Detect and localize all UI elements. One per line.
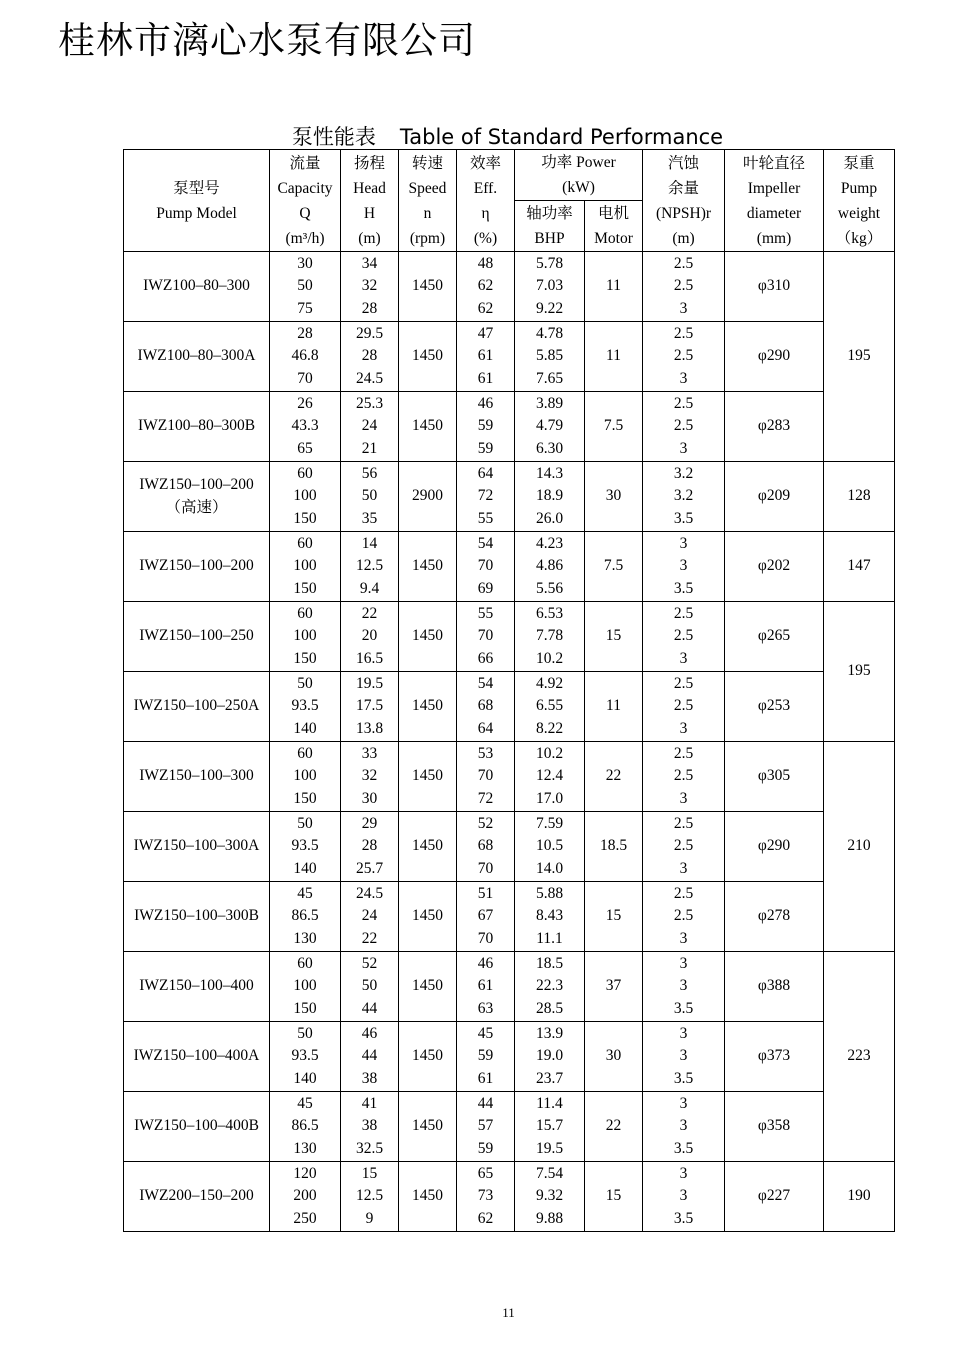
pump-weight-cell: 147 xyxy=(824,532,895,602)
impeller-diameter-cell: φ209 xyxy=(725,462,824,532)
efficiency-cell: 55 70 66 xyxy=(457,602,515,672)
npsh-cell: 2.5 2.5 3 xyxy=(643,392,725,462)
efficiency-cell: 48 62 62 xyxy=(457,252,515,322)
table-row xyxy=(124,1092,895,1162)
bhp-cell: 5.78 7.03 9.22 xyxy=(515,252,585,322)
speed-cell: 1450 xyxy=(399,532,457,602)
capacity-cell: 30 50 75 xyxy=(270,252,341,322)
pump-model-cell: IWZ150–100–200 xyxy=(124,532,270,602)
speed-cell: 1450 xyxy=(399,672,457,742)
impeller-diameter-cell: φ253 xyxy=(725,672,824,742)
bhp-cell: 4.23 4.86 5.56 xyxy=(515,532,585,602)
impeller-diameter-cell: φ265 xyxy=(725,602,824,672)
motor-cell: 11 xyxy=(585,672,643,742)
header-weight: 泵重 Pump weight （kg） xyxy=(824,150,895,252)
speed-cell: 1450 xyxy=(399,882,457,952)
impeller-diameter-cell: φ358 xyxy=(725,1092,824,1162)
bhp-cell: 7.54 9.32 9.88 xyxy=(515,1162,585,1232)
speed-cell: 1450 xyxy=(399,392,457,462)
head-cell: 56 50 35 xyxy=(341,462,399,532)
table-row xyxy=(124,742,895,812)
head-cell: 34 32 28 xyxy=(341,252,399,322)
head-cell: 25.3 24 21 xyxy=(341,392,399,462)
capacity-cell: 60 100 150 xyxy=(270,742,341,812)
capacity-cell: 45 86.5 130 xyxy=(270,1092,341,1162)
header-model: 泵型号 Pump Model xyxy=(124,150,270,252)
impeller-diameter-cell: φ283 xyxy=(725,392,824,462)
capacity-cell: 60 100 150 xyxy=(270,532,341,602)
page-number: 11 xyxy=(502,1305,515,1320)
motor-cell: 30 xyxy=(585,1022,643,1092)
bhp-cell: 6.53 7.78 10.2 xyxy=(515,602,585,672)
performance-table xyxy=(123,149,895,1232)
pump-model-cell: IWZ150–100–300B xyxy=(124,882,270,952)
header-speed: 转速 Speed n (rpm) xyxy=(399,150,457,252)
pump-weight-cell: 128 xyxy=(824,462,895,532)
npsh-cell: 3 3 3.5 xyxy=(643,952,725,1022)
impeller-diameter-cell: φ373 xyxy=(725,1022,824,1092)
npsh-cell: 3 3 3.5 xyxy=(643,532,725,602)
impeller-diameter-cell: φ305 xyxy=(725,742,824,812)
header-motor: 电机 Motor xyxy=(585,201,643,252)
motor-cell: 22 xyxy=(585,742,643,812)
head-cell: 14 12.5 9.4 xyxy=(341,532,399,602)
header-npsh: 汽蚀 余量 (NPSH)r (m) xyxy=(643,150,725,252)
speed-cell: 1450 xyxy=(399,742,457,812)
table-row xyxy=(124,1162,895,1232)
header-power: 功率 Power (kW) xyxy=(515,150,643,201)
npsh-cell: 2.5 2.5 3 xyxy=(643,742,725,812)
bhp-cell: 5.88 8.43 11.1 xyxy=(515,882,585,952)
efficiency-cell: 51 67 70 xyxy=(457,882,515,952)
speed-cell: 1450 xyxy=(399,252,457,322)
table-title-en: Table of Standard Performance xyxy=(399,125,724,149)
impeller-diameter-cell: φ227 xyxy=(725,1162,824,1232)
pump-model-cell: IWZ150–100–250 xyxy=(124,602,270,672)
motor-cell: 11 xyxy=(585,252,643,322)
capacity-cell: 60 100 150 xyxy=(270,462,341,532)
efficiency-cell: 54 68 64 xyxy=(457,672,515,742)
pump-model-cell: IWZ150–100–400A xyxy=(124,1022,270,1092)
efficiency-cell: 46 61 63 xyxy=(457,952,515,1022)
motor-cell: 15 xyxy=(585,602,643,672)
npsh-cell: 2.5 2.5 3 xyxy=(643,672,725,742)
motor-cell: 7.5 xyxy=(585,532,643,602)
pump-model-cell: IWZ100–80–300A xyxy=(124,322,270,392)
impeller-diameter-cell: φ310 xyxy=(725,252,824,322)
header-bhp: 轴功率 BHP xyxy=(515,201,585,252)
table-row xyxy=(124,812,895,882)
npsh-cell: 2.5 2.5 3 xyxy=(643,252,725,322)
impeller-diameter-cell: φ278 xyxy=(725,882,824,952)
pump-model-cell: IWZ200–150–200 xyxy=(124,1162,270,1232)
impeller-diameter-cell: φ290 xyxy=(725,322,824,392)
head-cell: 52 50 44 xyxy=(341,952,399,1022)
speed-cell: 1450 xyxy=(399,812,457,882)
motor-cell: 15 xyxy=(585,1162,643,1232)
efficiency-cell: 45 59 61 xyxy=(457,1022,515,1092)
table-title xyxy=(0,121,960,151)
pump-model-cell: IWZ100–80–300B xyxy=(124,392,270,462)
speed-cell: 1450 xyxy=(399,952,457,1022)
capacity-cell: 26 43.3 65 xyxy=(270,392,341,462)
speed-cell: 1450 xyxy=(399,322,457,392)
table-title-cn: 泵性能表 xyxy=(291,125,376,149)
head-cell: 24.5 24 22 xyxy=(341,882,399,952)
bhp-cell: 4.92 6.55 8.22 xyxy=(515,672,585,742)
pump-weight-cell: 195 xyxy=(824,252,895,462)
efficiency-cell: 52 68 70 xyxy=(457,812,515,882)
table-row xyxy=(124,462,895,532)
npsh-cell: 3 3 3.5 xyxy=(643,1162,725,1232)
table-row xyxy=(124,252,895,322)
speed-cell: 1450 xyxy=(399,1162,457,1232)
speed-cell: 1450 xyxy=(399,1092,457,1162)
motor-cell: 22 xyxy=(585,1092,643,1162)
capacity-cell: 60 100 150 xyxy=(270,602,341,672)
efficiency-cell: 54 70 69 xyxy=(457,532,515,602)
npsh-cell: 3 3 3.5 xyxy=(643,1022,725,1092)
pump-weight-cell: 190 xyxy=(824,1162,895,1232)
bhp-cell: 18.5 22.3 28.5 xyxy=(515,952,585,1022)
npsh-cell: 3 3 3.5 xyxy=(643,1092,725,1162)
pump-weight-cell: 195 xyxy=(824,602,895,742)
pump-model-cell: IWZ150–100–400 xyxy=(124,952,270,1022)
header-head: 扬程 Head H (m) xyxy=(341,150,399,252)
capacity-cell: 120 200 250 xyxy=(270,1162,341,1232)
impeller-diameter-cell: φ202 xyxy=(725,532,824,602)
pump-model-cell: IWZ150–100–300A xyxy=(124,812,270,882)
efficiency-cell: 47 61 61 xyxy=(457,322,515,392)
efficiency-cell: 64 72 55 xyxy=(457,462,515,532)
motor-cell: 30 xyxy=(585,462,643,532)
head-cell: 19.5 17.5 13.8 xyxy=(341,672,399,742)
header-capacity: 流量 Capacity Q (m³/h) xyxy=(270,150,341,252)
pump-model-cell: IWZ150–100–400B xyxy=(124,1092,270,1162)
bhp-cell: 3.89 4.79 6.30 xyxy=(515,392,585,462)
table-row xyxy=(124,1022,895,1092)
efficiency-cell: 53 70 72 xyxy=(457,742,515,812)
pump-weight-cell: 210 xyxy=(824,742,895,952)
head-cell: 29 28 25.7 xyxy=(341,812,399,882)
npsh-cell: 3.2 3.2 3.5 xyxy=(643,462,725,532)
npsh-cell: 2.5 2.5 3 xyxy=(643,322,725,392)
motor-cell: 7.5 xyxy=(585,392,643,462)
pump-weight-cell: 223 xyxy=(824,952,895,1162)
speed-cell: 1450 xyxy=(399,602,457,672)
motor-cell: 18.5 xyxy=(585,812,643,882)
head-cell: 29.5 28 24.5 xyxy=(341,322,399,392)
efficiency-cell: 65 73 62 xyxy=(457,1162,515,1232)
bhp-cell: 14.3 18.9 26.0 xyxy=(515,462,585,532)
header-impeller: 叶轮直径 Impeller diameter (mm) xyxy=(725,150,824,252)
head-cell: 41 38 32.5 xyxy=(341,1092,399,1162)
capacity-cell: 50 93.5 140 xyxy=(270,672,341,742)
pump-model-cell: IWZ150–100–300 xyxy=(124,742,270,812)
head-cell: 15 12.5 9 xyxy=(341,1162,399,1232)
header-efficiency: 效率 Eff. η (%) xyxy=(457,150,515,252)
npsh-cell: 2.5 2.5 3 xyxy=(643,602,725,672)
motor-cell: 37 xyxy=(585,952,643,1022)
npsh-cell: 2.5 2.5 3 xyxy=(643,882,725,952)
capacity-cell: 28 46.8 70 xyxy=(270,322,341,392)
bhp-cell: 4.78 5.85 7.65 xyxy=(515,322,585,392)
table-row xyxy=(124,882,895,952)
bhp-cell: 10.2 12.4 17.0 xyxy=(515,742,585,812)
bhp-cell: 13.9 19.0 23.7 xyxy=(515,1022,585,1092)
motor-cell: 11 xyxy=(585,322,643,392)
pump-model-cell: IWZ100–80–300 xyxy=(124,252,270,322)
table-row xyxy=(124,392,895,462)
pump-model-cell: IWZ150–100–250A xyxy=(124,672,270,742)
capacity-cell: 45 86.5 130 xyxy=(270,882,341,952)
pump-model-cell: IWZ150–100–200 （高速） xyxy=(124,462,270,532)
capacity-cell: 50 93.5 140 xyxy=(270,812,341,882)
table-row xyxy=(124,322,895,392)
bhp-cell: 11.4 15.7 19.5 xyxy=(515,1092,585,1162)
table-body xyxy=(124,252,895,1232)
bhp-cell: 7.59 10.5 14.0 xyxy=(515,812,585,882)
npsh-cell: 2.5 2.5 3 xyxy=(643,812,725,882)
head-cell: 33 32 30 xyxy=(341,742,399,812)
table-row xyxy=(124,672,895,742)
capacity-cell: 60 100 150 xyxy=(270,952,341,1022)
motor-cell: 15 xyxy=(585,882,643,952)
head-cell: 22 20 16.5 xyxy=(341,602,399,672)
table-row xyxy=(124,952,895,1022)
impeller-diameter-cell: φ388 xyxy=(725,952,824,1022)
speed-cell: 2900 xyxy=(399,462,457,532)
impeller-diameter-cell: φ290 xyxy=(725,812,824,882)
speed-cell: 1450 xyxy=(399,1022,457,1092)
efficiency-cell: 44 57 59 xyxy=(457,1092,515,1162)
capacity-cell: 50 93.5 140 xyxy=(270,1022,341,1092)
company-name: 桂林市漓心水泵有限公司 xyxy=(58,19,476,62)
head-cell: 46 44 38 xyxy=(341,1022,399,1092)
table-row xyxy=(124,602,895,672)
table-row xyxy=(124,532,895,602)
efficiency-cell: 46 59 59 xyxy=(457,392,515,462)
